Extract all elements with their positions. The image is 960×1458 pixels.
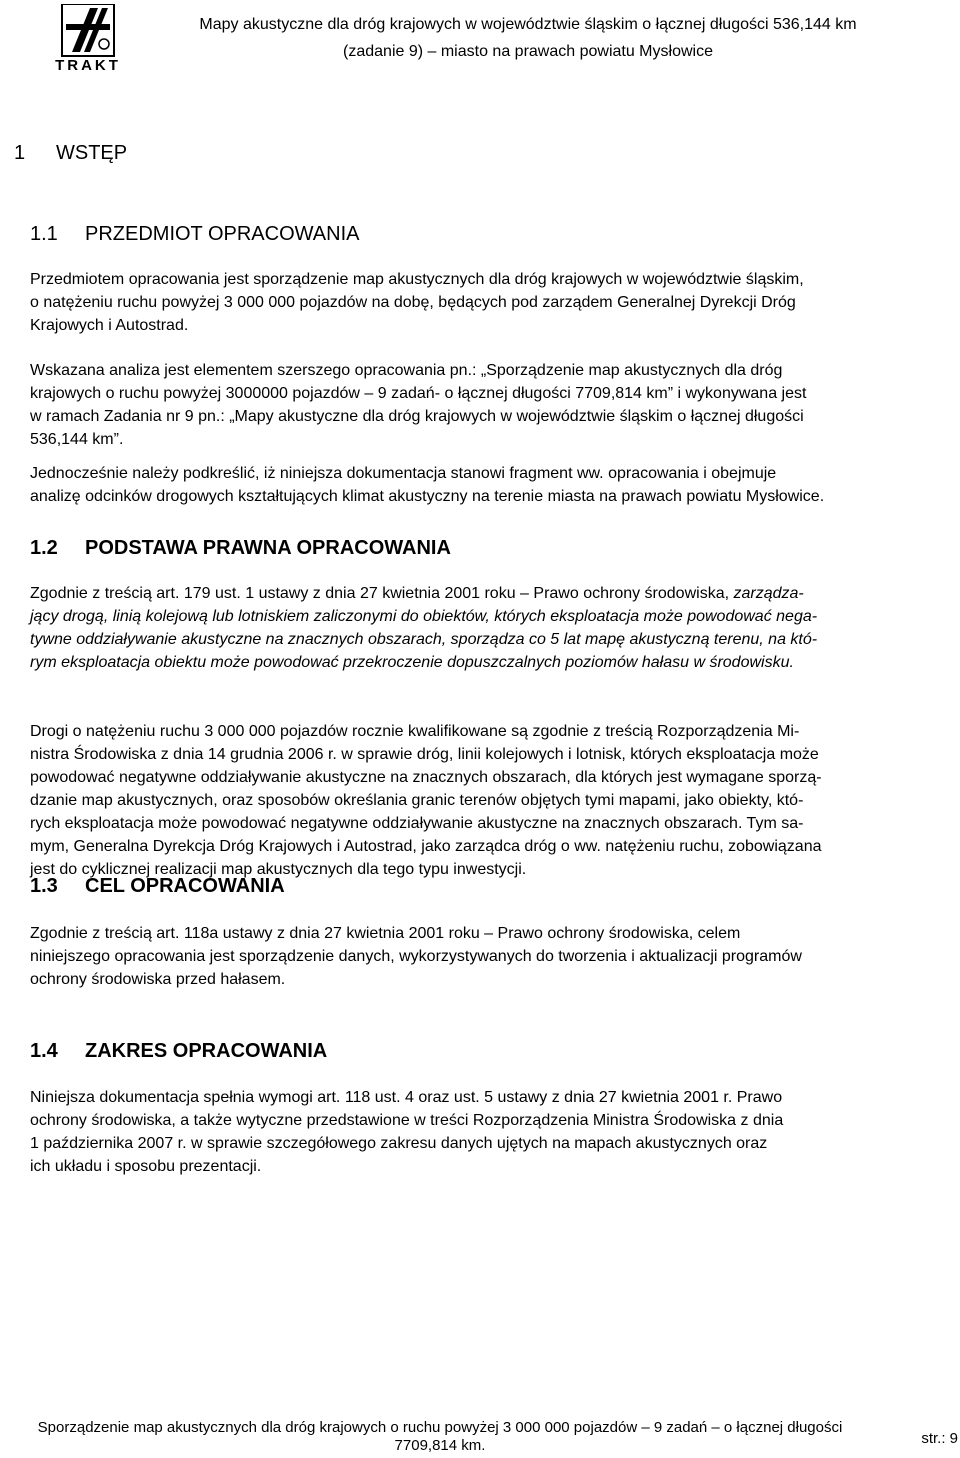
logo-text: TRAKT — [55, 57, 121, 72]
paragraph-legal-basis — [30, 582, 955, 674]
heading-section-1-2 — [30, 537, 451, 560]
text-line: niniejszego opracowania jest sporządzenie danych, wykorzystywanych do tworzenia i aktualizacji programów — [30, 948, 802, 965]
section-title: ZAKRES OPRACOWANIA — [85, 1040, 328, 1062]
text-line: ochrony środowiska przed hałasem. — [30, 971, 286, 988]
text-line: Krajowych i Autostrad. — [30, 317, 189, 334]
text-line: 536,144 km”. — [30, 431, 124, 448]
text-line: dzanie map akustycznych, oraz sposobów określania granic terenów objętych tymi mapami, jako obiekty, któ- — [30, 792, 804, 809]
text-line: Niniejsza dokumentacja spełnia wymogi art. 118 ust. 4 oraz ust. 5 ustawy z dnia 27 kwietnia 2001 r. Prawo — [30, 1089, 783, 1106]
paragraph-analysis — [30, 359, 955, 451]
text-line: Przedmiotem opracowania jest sporządzenie map akustycznych dla dróg krajowych w województwie śląskim, — [30, 271, 804, 288]
text-line: w ramach Zadania nr 9 pn.: „Mapy akustyczne dla dróg krajowych w województwie śląskim o łącznej długości — [30, 408, 804, 425]
paragraph-purpose — [30, 922, 955, 991]
text-line: rych eksploatacja może powodować negatywne oddziaływanie akustyczne na znacznych obszarach. Tym sa- — [30, 815, 804, 832]
text-line: ochrony środowiska, a także wytyczne przedstawione w treści Rozporządzenia Ministra Środowiska z dnia — [30, 1112, 784, 1129]
section-number: 1.3 — [30, 875, 58, 897]
page-footer — [0, 1419, 880, 1455]
text-line: nistra Środowiska z dnia 14 grudnia 2006 r. w sprawie dróg, linii kolejowych i lotnisk, których eksploatacja może — [30, 746, 819, 763]
header-title-line2: (zadanie 9) – miasto na prawach powiatu Mysłowice — [343, 43, 713, 60]
heading-section-1-3 — [30, 875, 285, 898]
text-lead: Zgodnie z treścią art. 179 ust. 1 ustawy z dnia 27 kwietnia 2001 roku – Prawo ochrony środowiska, — [30, 585, 734, 602]
section-title: CEL OPRACOWANIA — [85, 875, 285, 897]
section-number: 1.1 — [30, 223, 58, 245]
text-line: Jednocześnie należy podkreślić, iż niniejsza dokumentacja stanowi fragment ww. opracowania i obejmuje — [30, 465, 777, 482]
section-number: 1.2 — [30, 537, 58, 559]
text-line: krajowych o ruchu powyżej 3000000 pojazdów – 9 zadań- o łącznej długości 7709,814 km” i wykonywana jest — [30, 385, 807, 402]
text-line: o natężeniu ruchu powyżej 3 000 000 pojazdów na dobę, będących pod zarządem Generalnej Dyrekcji Dróg — [30, 294, 796, 311]
text-line: powodować negatywne oddziaływanie akustyczne na znacznych obszarach, dla których jest wymagane sporzą- — [30, 769, 822, 786]
heading-section-1-1 — [30, 223, 359, 246]
paragraph-scope — [30, 1086, 955, 1178]
text-line: jący drogą, linią kolejową lub lotniskiem zaliczonymi do obiektów, których eksploatacja może powodować nega- — [30, 608, 818, 625]
text-line: ich układu i sposobu prezentacji. — [30, 1158, 262, 1175]
heading-section-1-4 — [30, 1040, 327, 1063]
paragraph-regulation — [30, 720, 955, 881]
page-number: str.: 9 — [921, 1430, 958, 1447]
text-line: Drogi o natężeniu ruchu 3 000 000 pojazdów rocznie kwalifikowane są zgodnie z treścią Rozporządzenia Mi- — [30, 723, 800, 740]
section-number: 1.4 — [30, 1040, 58, 1062]
text-line: Zgodnie z treścią art. 118a ustawy z dnia 27 kwietnia 2001 roku – Prawo ochrony środowiska, celem — [30, 925, 741, 942]
footer-line2: 7709,814 km. — [394, 1437, 486, 1454]
text-line: jest do cyklicznej realizacji map akustycznych dla tego typu inwestycji. — [30, 861, 527, 878]
header-title-line1: Mapy akustyczne dla dróg krajowych w województwie śląskim o łącznej długości 536,144 km — [199, 16, 857, 33]
heading-section-1 — [14, 142, 127, 165]
section-number: 1 — [14, 142, 26, 164]
text-line: rym eksploatacja obiektu może powodować przekroczenie dopuszczalnych poziomów hałasu w środowisku. — [30, 654, 794, 671]
text-line: Wskazana analiza jest elementem szerszego opracowania pn.: „Sporządzenie map akustycznych dla dróg — [30, 362, 783, 379]
section-title: WSTĘP — [56, 142, 128, 164]
text-line: tywne oddziaływanie akustyczne na znacznych obszarach, sporządza co 5 lat mapę akustyczną terenu, na któ- — [30, 631, 818, 648]
paragraph-scope-note — [30, 462, 955, 508]
text-italic: zarządza- — [733, 585, 804, 602]
footer-line1: Sporządzenie map akustycznych dla dróg krajowych o ruchu powyżej 3 000 000 pojazdów – 9 zadań – o łącznej długości — [37, 1419, 843, 1436]
text-line: 1 października 2007 r. w sprawie szczegółowego zakresu danych ujętych na mapach akustycznych oraz — [30, 1135, 768, 1152]
section-title: PODSTAWA PRAWNA OPRACOWANIA — [85, 537, 451, 559]
section-title: PRZEDMIOT OPRACOWANIA — [85, 223, 360, 245]
text-line — [30, 582, 955, 605]
text-line: analizę odcinków drogowych kształtujących klimat akustyczny na terenie miasta na prawach powiatu Mysłowice. — [30, 488, 825, 505]
text-line: mym, Generalna Dyrekcja Dróg Krajowych i Autostrad, jako zarządca dróg o ww. natężeniu ruchu, zobowiązana — [30, 838, 822, 855]
paragraph-subject — [30, 268, 955, 337]
